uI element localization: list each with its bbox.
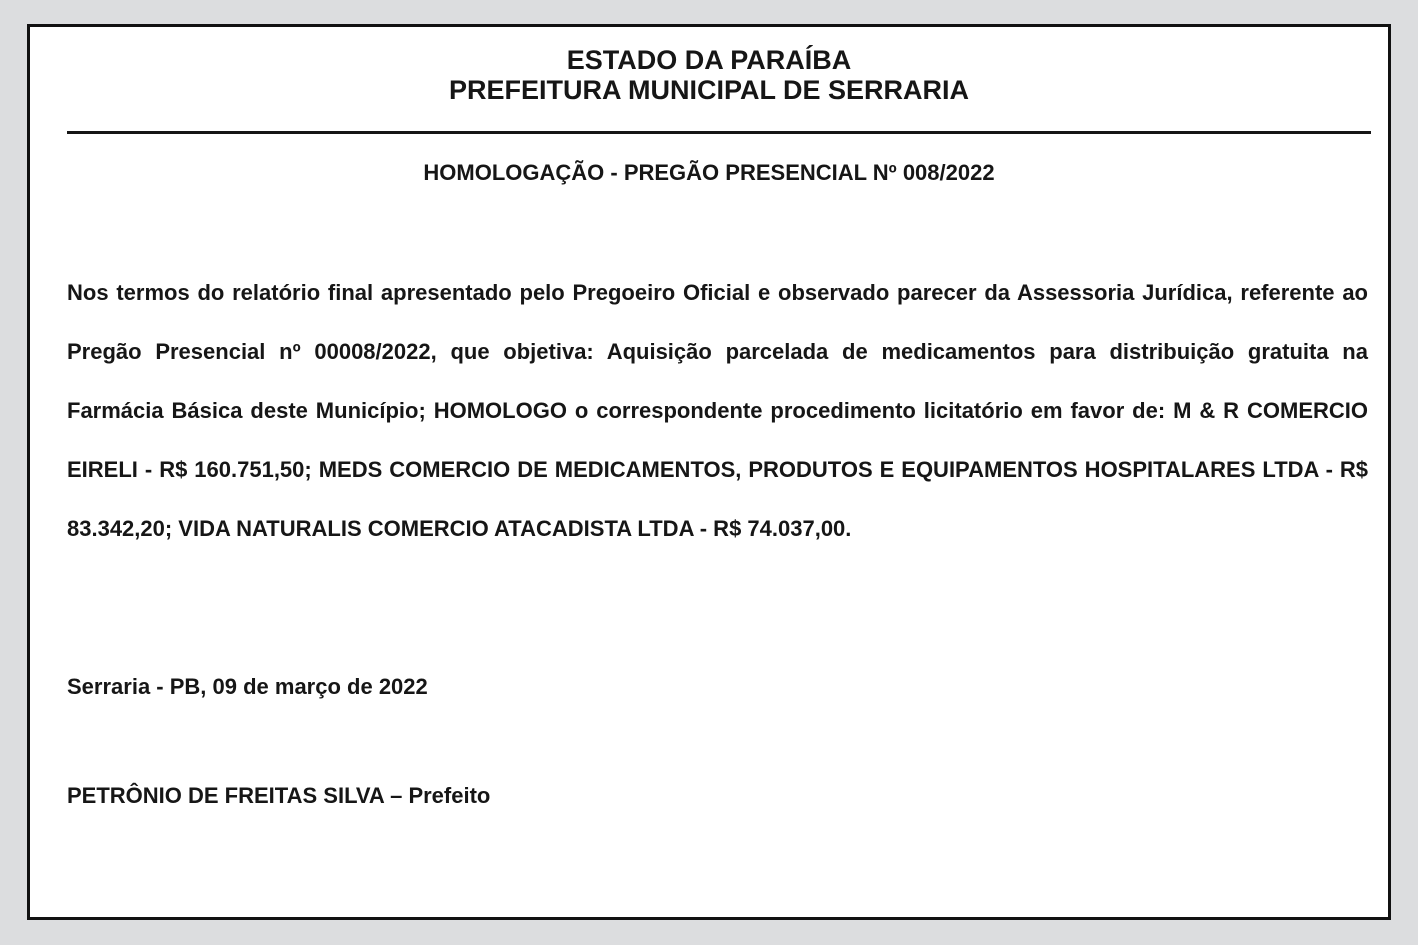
notice-header — [30, 45, 1388, 105]
signature-line: PETRÔNIO DE FREITAS SILVA – Prefeito — [67, 783, 491, 808]
state-name: ESTADO DA PARAÍBA — [566, 45, 852, 75]
date-line: Serraria - PB, 09 de março de 2022 — [67, 674, 428, 699]
city-hall-name: PREFEITURA MUNICIPAL DE SERRARIA — [448, 75, 970, 105]
notice-title: HOMOLOGAÇÃO - PREGÃO PRESENCIAL Nº 008/2022 — [423, 160, 995, 185]
header-divider — [67, 131, 1371, 134]
notice-body: Nos termos do relatório final apresentado pelo Pregoeiro Oficial e observado parecer da Assessoria Jurídica, referente ao Pregão Presencial nº 00008/2022, que objetiva: Aquisição parcelada de medicamentos para distribuição gratuita na Farmácia Básica deste Município; HOMOLOGO o correspondente procedimento licitatório em favor de: M & R COMERCIO EIRELI - R$ 160.751,50; MEDS COMERCIO DE MEDICAMENTOS, PRODUTOS E EQUIPAMENTOS HOSPITALARES LTDA - R$ 83.342,20; VIDA NATURALIS COMERCIO ATACADISTA LTDA - R$ 74.037,00. — [67, 280, 1368, 541]
public-notice — [27, 24, 1391, 920]
